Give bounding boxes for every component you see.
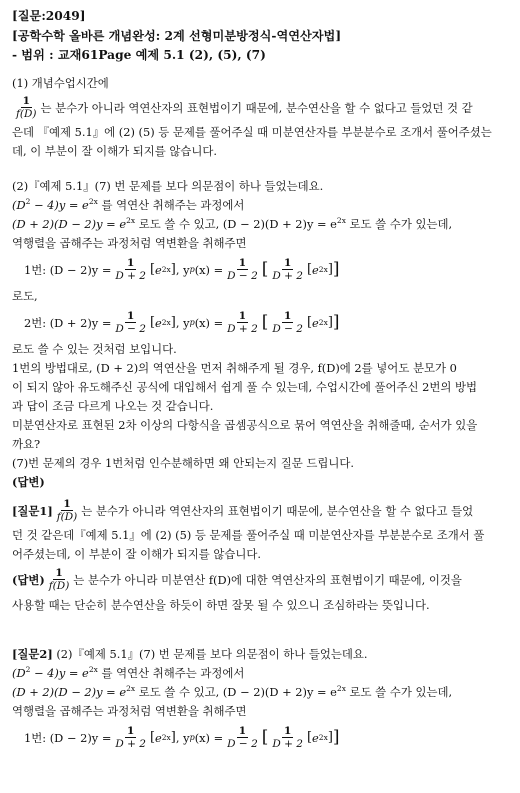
question-title: [공학수학 올바른 개념완성: 2계 선형미분방정식-역연산자법] xyxy=(12,28,342,43)
answer-q2-mult: 역행렬을 곱해주는 과정처럼 역변환을 취해주면 xyxy=(12,703,247,718)
inverse-operator-fraction: $\frac{1}{f(D)}$ xyxy=(16,95,37,120)
q2-eq2: $(D + 2)(D - 2)y = e^{2x}$ 로도 쓸 수 있고, $(D - 2)(D + 2)y = e^{2x}$ 로도 쓸 수가 있는데, xyxy=(12,215,453,231)
answer-q1-line1: [질문1] $\frac{1}{f(D)}$ 는 분수가 아니라 역연산자의 표현법이기 때문에, 분수연산을 할 수 없다고 들었 xyxy=(12,498,474,523)
also-line: 로도, xyxy=(12,288,38,303)
answer-q1-line3: 어주셨는데, 이 부분이 잘 이해가 되지를 않습니다. xyxy=(12,546,262,561)
answer-q1-line2: 던 것 같은데『예제 5.1』에 (2) (5) 등 문제를 풀어주실 때 미분연산자를 부분분수로 조개서 풀 xyxy=(12,527,485,542)
q1-heading: (1) 개념수업시간에 xyxy=(12,75,109,90)
method1-equation: 1번: (D − 2)y = $\frac{1}{D + 2}$ [ e 2x ] , y p (x) = $\frac{1}{D - 2}$ [ $\frac{1}{D + 2}$ [ e 2x ] ] xyxy=(24,257,340,282)
q2-body-3: 이 되지 않아 유도해주신 공식에 대입해서 쉽게 풀 수 있는데, 수업시간에 풀어주신 2번의 방법 xyxy=(12,379,478,394)
answer-q2-eq1: $(D^2 - 4)y = e^{2x}$ 를 역연산 취해주는 과정에서 xyxy=(12,664,245,680)
q2-body-5: 미분연산자로 표현된 2차 이상의 다항식을 곱셈공식으로 묶어 역연산을 취해줄때, 순서가 있을 xyxy=(12,417,478,432)
q2-body-2: 1번의 방법대로, (D + 2)의 역연산을 먼저 취해주게 될 경우, f(D)에 2를 넣어도 분모가 0 xyxy=(12,360,457,375)
q2-body-1: 로도 쓸 수 있는 것처럼 보입니다. xyxy=(12,341,177,356)
q2-eq1: $(D^2 - 4)y = e^{2x}$ 를 역연산 취해주는 과정에서 xyxy=(12,196,245,212)
answer-a1-line1: (답변) $\frac{1}{f(D)}$ 는 분수가 아니라 미분연산 f(D)에 대한 역연산자의 표현법이기 때문에, 이것을 xyxy=(12,567,462,592)
q2-body-4: 과 답이 조금 다르게 나오는 것 같습니다. xyxy=(12,398,214,413)
q1-line1 xyxy=(12,93,508,123)
question-scope: - 범위 : 교재61Page 예제 5.1 (2), (5), (7) xyxy=(12,48,266,62)
answer-a1-line2: 사용할 때는 단순히 분수연산을 하듯이 하면 잘못 될 수 있으니 조심하라는 뜻입니다. xyxy=(12,597,430,612)
q2-body-7: (7)번 문제의 경우 1번처럼 인수분해하면 왜 안되는지 질문 드립니다. xyxy=(12,455,355,470)
method2-equation: 2번: (D + 2)y = $\frac{1}{D - 2}$ [ e 2x ] , y p (x) = $\frac{1}{D + 2}$ [ $\frac{1}{D - 2}$ [ e 2x ] ] xyxy=(24,310,340,335)
q1-text-2: 은데 『예제 5.1』에 (2) (5) 등 문제를 풀어주실 때 미분연산자를 부분분수로 조개서 풀어주셨는 xyxy=(12,124,492,139)
answer-q2-heading: [질문2] (2)『예제 5.1』(7) 번 문제를 보다 의문점이 하나 들었는데요. xyxy=(12,646,368,661)
q2-mult-line: 역행렬을 곱해주는 과정처럼 역변환을 취해주면 xyxy=(12,235,247,250)
answer-method1-equation: 1번: (D − 2)y = $\frac{1}{D + 2}$ [ e 2x ] , y p (x) = $\frac{1}{D - 2}$ [ $\frac{1}{D + 2}$ [ e 2x ] ] xyxy=(24,725,340,750)
question-number: [질문:2049] xyxy=(12,9,86,23)
q2-heading: (2)『예제 5.1』(7) 번 문제를 보다 의문점이 하나 들었는데요. xyxy=(12,178,324,193)
answer-heading: (답변) xyxy=(12,474,45,489)
q2-body-6: 까요? xyxy=(12,436,41,451)
q1-text-3: 데, 이 부분이 잘 이해가 되지를 않습니다. xyxy=(12,143,218,158)
q1-text-1: 는 분수가 아니라 역연산자의 표현법이기 때문에, 분수연산을 할 수 없다고 들었던 것 같 xyxy=(40,100,473,115)
answer-q2-eq2: $(D + 2)(D - 2)y = e^{2x}$ 로도 쓸 수 있고, $(D - 2)(D + 2)y = e^{2x}$ 로도 쓸 수가 있는데, xyxy=(12,683,453,699)
